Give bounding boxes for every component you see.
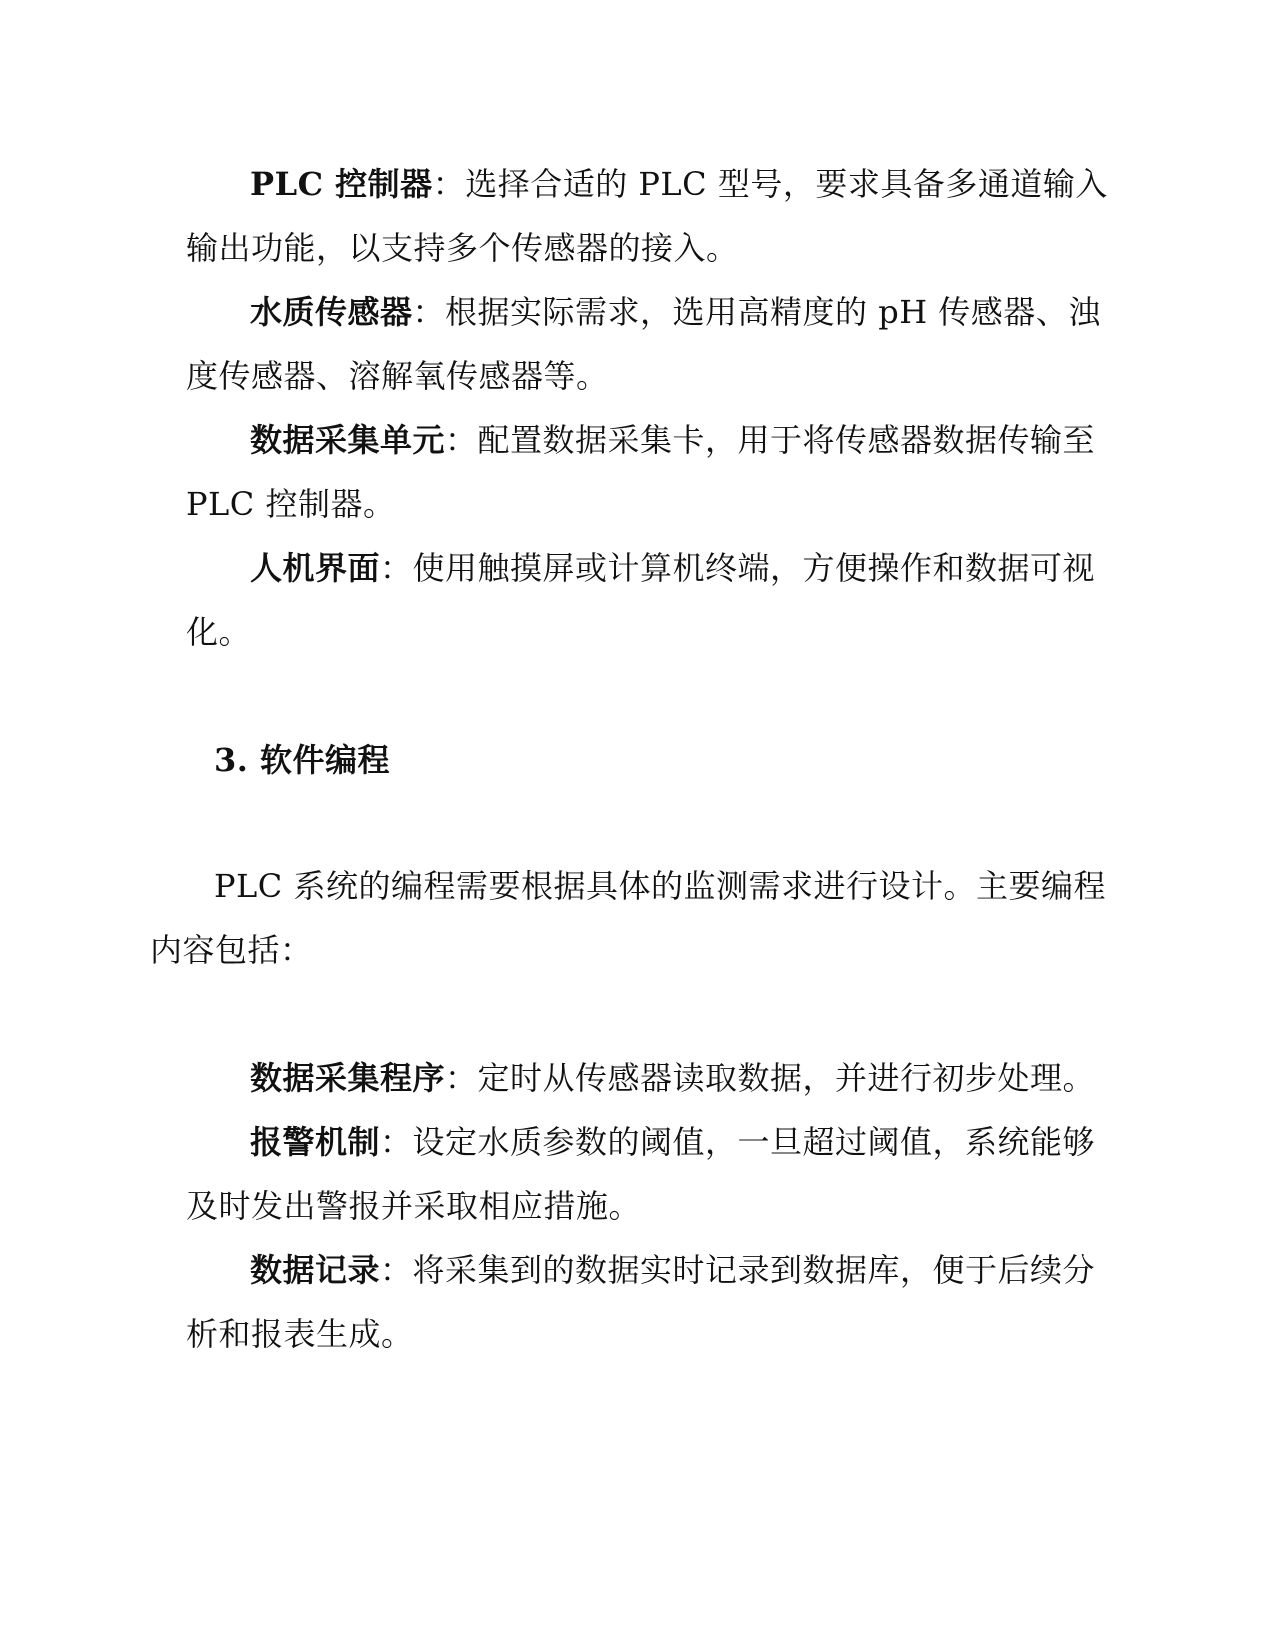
- item-colon: ：: [445, 421, 478, 459]
- item-colon: ：: [445, 1059, 478, 1097]
- intro-line1: PLC 系统的编程需要根据具体的监测需求进行设计。主要编程: [214, 867, 1106, 905]
- hardware-item-sensor-line2: 度传感器、溶解氧传感器等。: [186, 357, 609, 395]
- item-term: 报警机制: [250, 1123, 381, 1161]
- section-heading: 3. 软件编程: [214, 741, 391, 779]
- item-colon: ：: [380, 549, 413, 587]
- hardware-item-plc-line1: [250, 164, 1108, 204]
- software-item-alarm-line1: [250, 1122, 1095, 1162]
- item-colon: ：: [412, 293, 446, 331]
- item-text: 使用触摸屏或计算机终端，方便操作和数据可视: [412, 549, 1096, 587]
- hardware-item-daq-line2: PLC 控制器。: [186, 485, 396, 523]
- software-item-logging-line1: [250, 1250, 1095, 1290]
- software-item-logging-line2: 析和报表生成。: [186, 1315, 414, 1353]
- hardware-item-sensor-line1: [250, 292, 1101, 332]
- item-text: 根据实际需求，选用高精度的 pH 传感器、浊: [445, 293, 1101, 331]
- item-term: 水质传感器: [250, 293, 413, 331]
- item-text: 定时从传感器读取数据，并进行初步处理。: [477, 1059, 1096, 1097]
- item-text: 选择合适的 PLC 型号，要求具备多通道输入: [465, 165, 1108, 203]
- item-term: 数据采集程序: [250, 1059, 446, 1097]
- hardware-item-plc-line2: 输出功能，以支持多个传感器的接入。: [186, 229, 739, 267]
- item-text: 将采集到的数据实时记录到数据库，便于后续分: [412, 1251, 1096, 1289]
- item-colon: ：: [380, 1251, 413, 1289]
- intro-line2: 内容包括：: [150, 931, 313, 969]
- item-term: PLC 控制器: [250, 165, 433, 203]
- hardware-item-hmi-line1: [250, 548, 1095, 588]
- item-colon: ：: [432, 165, 466, 203]
- item-text: 配置数据采集卡，用于将传感器数据传输至: [477, 421, 1096, 459]
- item-term: 人机界面: [250, 549, 381, 587]
- software-item-acquisition-line1: [250, 1058, 1095, 1098]
- item-text: 设定水质参数的阈值，一旦超过阈值，系统能够: [412, 1123, 1096, 1161]
- item-term: 数据采集单元: [250, 421, 446, 459]
- item-term: 数据记录: [250, 1251, 381, 1289]
- hardware-item-daq-line1: [250, 420, 1095, 460]
- item-colon: ：: [380, 1123, 413, 1161]
- software-item-alarm-line2: 及时发出警报并采取相应措施。: [186, 1187, 642, 1225]
- hardware-item-hmi-line2: 化。: [186, 613, 252, 651]
